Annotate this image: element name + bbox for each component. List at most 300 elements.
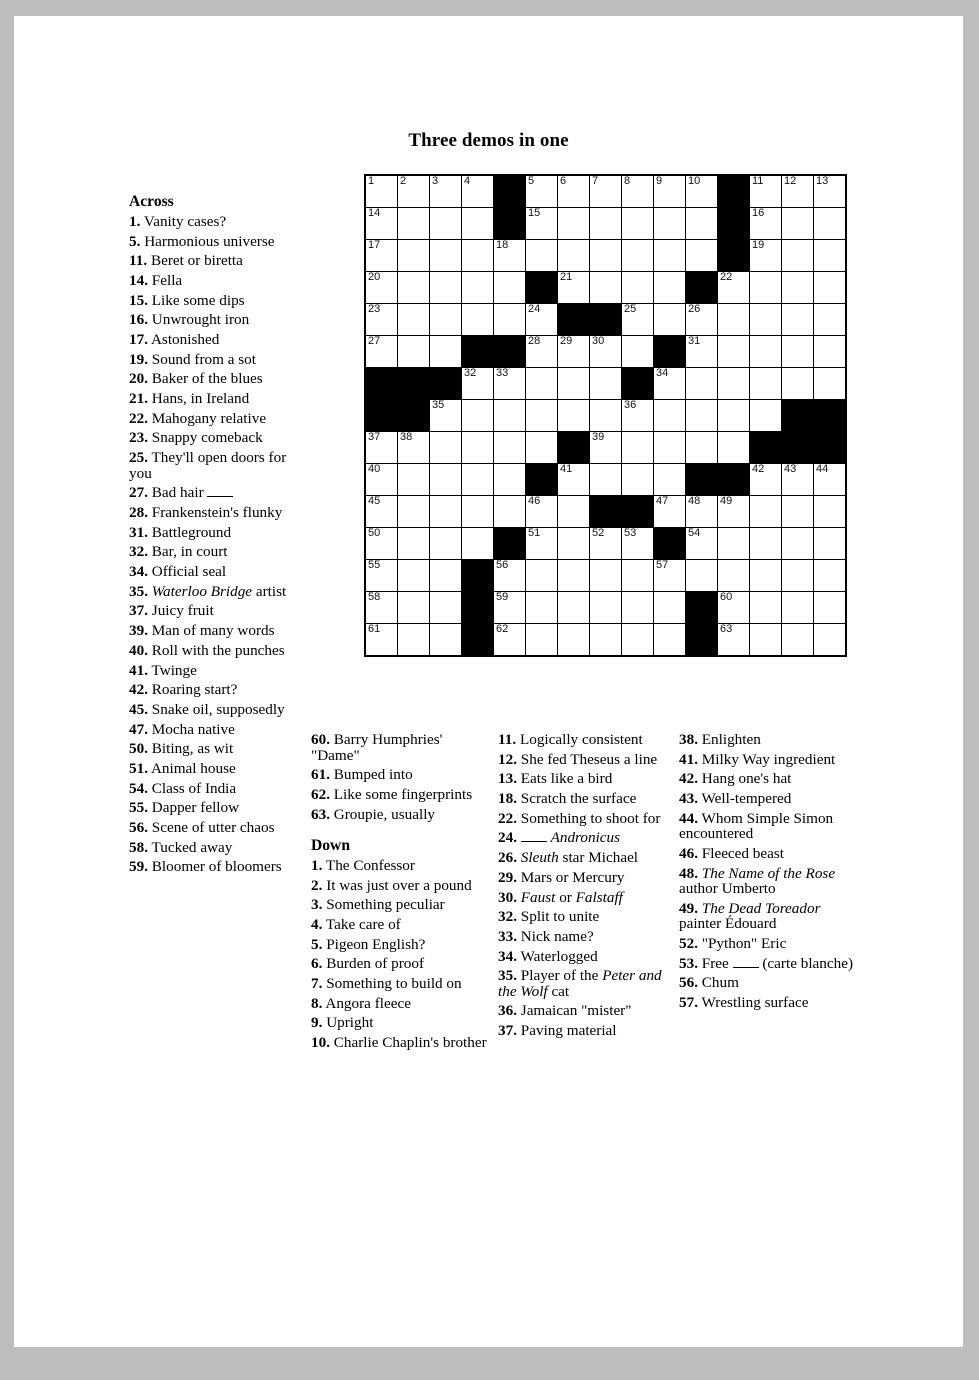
grid-cell[interactable]: [430, 304, 462, 336]
grid-cell[interactable]: [430, 496, 462, 528]
grid-cell[interactable]: [462, 272, 494, 304]
grid-cell[interactable]: [718, 592, 750, 624]
grid-cell[interactable]: [782, 464, 814, 496]
grid-cell[interactable]: [622, 624, 654, 657]
grid-cell[interactable]: [590, 592, 622, 624]
clue-number: 52.: [679, 935, 698, 952]
grid-cell[interactable]: [398, 592, 430, 624]
grid-cell[interactable]: [398, 464, 430, 496]
grid-cell[interactable]: [750, 208, 782, 240]
clue-text: The Dead Toreador painter Édouard: [679, 899, 821, 933]
grid-cell[interactable]: [686, 400, 718, 432]
grid-cell[interactable]: [686, 208, 718, 240]
clue-item: [679, 811, 864, 842]
grid-cell[interactable]: [814, 336, 847, 368]
grid-cell[interactable]: [718, 272, 750, 304]
crossword-grid[interactable]: [364, 174, 847, 657]
clue-item: [129, 332, 309, 348]
grid-cell[interactable]: [462, 432, 494, 464]
clue-number: 37.: [498, 1022, 517, 1040]
clue-item: [129, 781, 309, 797]
grid-cell[interactable]: [430, 208, 462, 240]
grid-row: [365, 272, 846, 304]
grid-cell[interactable]: [590, 624, 622, 657]
grid-cell[interactable]: [398, 336, 430, 368]
grid-cell-number: 58: [368, 591, 381, 603]
grid-cell[interactable]: [718, 624, 750, 657]
grid-cell[interactable]: [558, 368, 590, 400]
clue-number: 27.: [129, 484, 148, 502]
grid-cell[interactable]: [430, 272, 462, 304]
grid-cell[interactable]: [782, 272, 814, 304]
grid-cell[interactable]: [462, 400, 494, 432]
grid-cell[interactable]: [398, 208, 430, 240]
grid-cell[interactable]: [526, 400, 558, 432]
clue-number: 30.: [498, 888, 517, 906]
grid-cell[interactable]: [494, 400, 526, 432]
clue-number: 11.: [498, 731, 517, 748]
grid-cell[interactable]: [654, 304, 686, 336]
grid-cell[interactable]: [622, 272, 654, 304]
grid-cell[interactable]: [590, 400, 622, 432]
grid-cell[interactable]: [782, 304, 814, 336]
grid-cell[interactable]: [686, 175, 718, 208]
grid-cell[interactable]: [782, 336, 814, 368]
grid-cell[interactable]: [750, 592, 782, 624]
grid-cell[interactable]: [365, 208, 398, 240]
grid-cell[interactable]: [622, 528, 654, 560]
clue-item: [129, 450, 309, 481]
grid-cell[interactable]: [750, 240, 782, 272]
clue-number: 37.: [129, 602, 148, 620]
grid-cell[interactable]: [814, 240, 847, 272]
grid-cell[interactable]: [654, 592, 686, 624]
clue-text: Sound from a sot: [151, 350, 256, 368]
grid-cell[interactable]: [750, 175, 782, 208]
grid-cell[interactable]: [718, 304, 750, 336]
grid-cell[interactable]: [365, 592, 398, 624]
grid-cell[interactable]: [750, 400, 782, 432]
clue-text: Mocha native: [151, 720, 235, 738]
clue-item: [311, 807, 491, 823]
clue-text: Split to unite: [520, 908, 600, 926]
clue-number: 47.: [129, 720, 148, 738]
grid-cell[interactable]: [654, 496, 686, 528]
grid-cell[interactable]: [526, 175, 558, 208]
grid-cell[interactable]: [430, 592, 462, 624]
grid-cell-block: [782, 432, 814, 464]
grid-cell[interactable]: [526, 208, 558, 240]
grid-cell-number: 29: [560, 335, 573, 347]
grid-cell[interactable]: [654, 240, 686, 272]
grid-cell[interactable]: [365, 304, 398, 336]
grid-cell[interactable]: [686, 560, 718, 592]
grid-cell[interactable]: [718, 432, 750, 464]
grid-cell[interactable]: [558, 592, 590, 624]
grid-cell[interactable]: [750, 336, 782, 368]
grid-cell-block: [718, 464, 750, 496]
grid-cell[interactable]: [494, 272, 526, 304]
grid-cell[interactable]: [654, 624, 686, 657]
clue-item: [311, 996, 491, 1012]
clue-item: [129, 800, 309, 816]
clue-number: 34.: [498, 947, 517, 965]
clue-text: Hans, in Ireland: [151, 390, 250, 408]
grid-cell[interactable]: [558, 272, 590, 304]
grid-cell[interactable]: [750, 624, 782, 657]
grid-cell[interactable]: [718, 560, 750, 592]
grid-cell[interactable]: [686, 304, 718, 336]
grid-cell[interactable]: [494, 592, 526, 624]
grid-cell[interactable]: [365, 240, 398, 272]
grid-cell[interactable]: [365, 336, 398, 368]
grid-cell[interactable]: [750, 464, 782, 496]
grid-cell[interactable]: [686, 496, 718, 528]
grid-cell[interactable]: [398, 528, 430, 560]
clue-item: [129, 564, 309, 580]
grid-cell[interactable]: [590, 432, 622, 464]
clue-text: Roaring start?: [151, 681, 238, 699]
clue-number: 15.: [129, 291, 148, 309]
grid-cell[interactable]: [398, 624, 430, 657]
grid-cell[interactable]: [558, 175, 590, 208]
grid-cell[interactable]: [494, 560, 526, 592]
clue-item: [311, 732, 491, 763]
grid-row: [365, 240, 846, 272]
grid-cell[interactable]: [558, 336, 590, 368]
clue-item: [311, 1035, 491, 1051]
grid-cell[interactable]: [814, 175, 847, 208]
grid-cell[interactable]: [686, 368, 718, 400]
grid-cell[interactable]: [750, 272, 782, 304]
grid-cell[interactable]: [814, 528, 847, 560]
grid-cell[interactable]: [365, 272, 398, 304]
grid-cell-number: 63: [720, 623, 733, 635]
clue-item: [311, 1015, 491, 1031]
grid-cell-number: 52: [592, 527, 605, 539]
grid-cell[interactable]: [590, 272, 622, 304]
clue-item: [311, 787, 491, 803]
grid-cell[interactable]: [654, 464, 686, 496]
clue-text: Class of India: [151, 779, 237, 797]
grid-cell[interactable]: [430, 336, 462, 368]
grid-cell-block: [365, 400, 398, 432]
grid-cell[interactable]: [654, 400, 686, 432]
clue-item: [129, 214, 309, 230]
clue-text: They'll open doors for you: [129, 449, 287, 482]
clue-text: Mars or Mercury: [520, 868, 625, 886]
clue-number: 5.: [129, 232, 141, 250]
grid-cell[interactable]: [558, 240, 590, 272]
grid-cell[interactable]: [526, 304, 558, 336]
grid-cell[interactable]: [782, 496, 814, 528]
grid-cell-block: [494, 336, 526, 368]
grid-cell-block: [494, 175, 526, 208]
grid-cell[interactable]: [430, 528, 462, 560]
clue-item: [129, 584, 309, 600]
grid-cell-number: 49: [720, 495, 733, 507]
grid-cell[interactable]: [590, 240, 622, 272]
grid-cell-number: 24: [528, 303, 541, 315]
grid-cell[interactable]: [654, 208, 686, 240]
grid-cell[interactable]: [365, 560, 398, 592]
grid-cell[interactable]: [558, 624, 590, 657]
clue-text: Angora fleece: [325, 994, 411, 1012]
grid-cell[interactable]: [558, 464, 590, 496]
clue-text: Burden of proof: [326, 955, 425, 973]
clue-italic: Faust: [520, 888, 556, 906]
clue-text: Tucked away: [151, 838, 233, 856]
grid-cell[interactable]: [718, 400, 750, 432]
crossword-grid-table[interactable]: [364, 174, 847, 657]
grid-cell[interactable]: [622, 432, 654, 464]
grid-cell-number: 60: [720, 591, 733, 603]
grid-cell[interactable]: [782, 240, 814, 272]
down-clue-list-part1: [311, 858, 491, 1051]
grid-cell[interactable]: [814, 624, 847, 657]
grid-cell[interactable]: [718, 368, 750, 400]
grid-cell-block: [462, 592, 494, 624]
grid-cell[interactable]: [814, 560, 847, 592]
grid-cell[interactable]: [494, 304, 526, 336]
clue-item: [498, 830, 676, 846]
clue-number: 10.: [311, 1034, 330, 1052]
clue-number: 3.: [311, 896, 323, 914]
grid-cell-number: 20: [368, 271, 381, 283]
grid-cell[interactable]: [462, 528, 494, 560]
grid-cell-block: [686, 464, 718, 496]
clue-item: [679, 995, 864, 1011]
grid-cell[interactable]: [494, 464, 526, 496]
grid-cell[interactable]: [398, 240, 430, 272]
grid-cell[interactable]: [750, 560, 782, 592]
clue-text: Jamaican "mister": [520, 1002, 632, 1020]
grid-cell[interactable]: [782, 368, 814, 400]
grid-cell[interactable]: [622, 175, 654, 208]
grid-cell[interactable]: [462, 464, 494, 496]
grid-cell-number: 51: [528, 527, 541, 539]
grid-cell[interactable]: [814, 304, 847, 336]
grid-cell[interactable]: [526, 560, 558, 592]
grid-cell-number: 11: [752, 175, 764, 187]
clue-italic: Sleuth: [520, 849, 559, 867]
grid-cell[interactable]: [590, 368, 622, 400]
grid-cell[interactable]: [494, 624, 526, 657]
clue-number: 57.: [679, 994, 698, 1012]
grid-cell[interactable]: [622, 208, 654, 240]
clue-number: 49.: [679, 899, 698, 917]
grid-row: [365, 304, 846, 336]
grid-cell[interactable]: [398, 560, 430, 592]
clue-text: Charlie Chaplin's brother: [333, 1034, 487, 1052]
grid-cell[interactable]: [430, 560, 462, 592]
grid-cell[interactable]: [494, 496, 526, 528]
grid-cell[interactable]: [750, 304, 782, 336]
grid-cell[interactable]: [526, 592, 558, 624]
grid-cell-number: 42: [752, 463, 765, 475]
grid-cell[interactable]: [398, 304, 430, 336]
grid-cell[interactable]: [782, 560, 814, 592]
grid-cell[interactable]: [782, 592, 814, 624]
grid-cell[interactable]: [365, 624, 398, 657]
grid-cell[interactable]: [462, 240, 494, 272]
grid-cell[interactable]: [526, 240, 558, 272]
grid-cell[interactable]: [365, 496, 398, 528]
grid-cell[interactable]: [494, 368, 526, 400]
clue-item: [129, 525, 309, 541]
grid-cell[interactable]: [686, 432, 718, 464]
grid-cell[interactable]: [526, 368, 558, 400]
grid-cell[interactable]: [814, 208, 847, 240]
grid-cell[interactable]: [718, 528, 750, 560]
grid-cell[interactable]: [814, 464, 847, 496]
clue-item: [129, 722, 309, 738]
grid-cell-block: [526, 272, 558, 304]
grid-cell[interactable]: [622, 240, 654, 272]
clue-text: Bad hair: [152, 484, 234, 501]
grid-cell[interactable]: [365, 464, 398, 496]
grid-cell[interactable]: [654, 368, 686, 400]
clue-item: [129, 391, 309, 407]
grid-cell[interactable]: [430, 240, 462, 272]
clue-number: 34.: [129, 563, 148, 581]
clue-number: 60.: [311, 731, 330, 748]
grid-cell[interactable]: [398, 496, 430, 528]
grid-cell[interactable]: [622, 304, 654, 336]
grid-cell[interactable]: [622, 592, 654, 624]
clue-text: The Confessor: [325, 856, 415, 874]
clue-number: 16.: [129, 311, 148, 329]
grid-cell[interactable]: [814, 368, 847, 400]
grid-cell[interactable]: [622, 560, 654, 592]
grid-cell[interactable]: [718, 336, 750, 368]
grid-cell[interactable]: [558, 496, 590, 528]
clue-number: 7.: [311, 975, 323, 993]
clue-number: 22.: [498, 809, 517, 827]
grid-cell[interactable]: [686, 240, 718, 272]
grid-cell[interactable]: [622, 464, 654, 496]
grid-cell[interactable]: [526, 336, 558, 368]
grid-cell[interactable]: [558, 560, 590, 592]
grid-cell-number: 28: [528, 335, 541, 347]
clue-text: Fella: [151, 271, 183, 289]
grid-cell[interactable]: [590, 208, 622, 240]
clue-text: Snake oil, supposedly: [151, 700, 285, 718]
clue-number: 41.: [679, 750, 698, 768]
grid-cell[interactable]: [590, 175, 622, 208]
grid-cell[interactable]: [654, 175, 686, 208]
grid-cell[interactable]: [686, 528, 718, 560]
grid-cell[interactable]: [814, 496, 847, 528]
clue-item: [498, 732, 676, 748]
grid-cell-number: 2: [400, 175, 407, 187]
clue-number: 1.: [129, 212, 141, 230]
grid-cell[interactable]: [622, 336, 654, 368]
grid-cell[interactable]: [494, 240, 526, 272]
grid-cell[interactable]: [365, 432, 398, 464]
grid-cell[interactable]: [654, 560, 686, 592]
grid-cell[interactable]: [462, 368, 494, 400]
grid-cell[interactable]: [462, 304, 494, 336]
across-clue-list-part1: [129, 214, 309, 875]
grid-cell[interactable]: [814, 592, 847, 624]
grid-cell[interactable]: [654, 272, 686, 304]
grid-cell-number: 23: [368, 303, 381, 315]
grid-cell-number: 1: [368, 175, 375, 187]
clue-number: 39.: [129, 622, 148, 640]
grid-cell[interactable]: [590, 464, 622, 496]
grid-cell[interactable]: [526, 432, 558, 464]
grid-cell[interactable]: [590, 528, 622, 560]
grid-cell[interactable]: [782, 624, 814, 657]
grid-cell[interactable]: [398, 432, 430, 464]
grid-cell-number: 17: [368, 239, 381, 251]
grid-cell[interactable]: [462, 208, 494, 240]
grid-cell[interactable]: [398, 175, 430, 208]
clue-item: [679, 732, 864, 748]
clue-text: Something peculiar: [326, 896, 445, 914]
grid-cell[interactable]: [814, 272, 847, 304]
clue-number: 24.: [498, 829, 517, 847]
clue-number: 43.: [679, 790, 698, 808]
grid-cell[interactable]: [782, 175, 814, 208]
grid-cell[interactable]: [494, 432, 526, 464]
grid-cell[interactable]: [782, 208, 814, 240]
grid-cell[interactable]: [590, 560, 622, 592]
grid-cell[interactable]: [430, 432, 462, 464]
grid-cell[interactable]: [430, 400, 462, 432]
grid-cell-number: 61: [368, 623, 381, 635]
grid-cell[interactable]: [526, 624, 558, 657]
grid-row: [365, 368, 846, 400]
clue-text: Wrestling surface: [701, 994, 809, 1012]
grid-cell[interactable]: [398, 272, 430, 304]
grid-cell[interactable]: [462, 175, 494, 208]
clue-number: 23.: [129, 429, 148, 447]
grid-cell[interactable]: [526, 528, 558, 560]
clue-number: 17.: [129, 331, 148, 349]
grid-cell-block: [686, 272, 718, 304]
grid-cell[interactable]: [782, 528, 814, 560]
clue-number: 50.: [129, 740, 148, 758]
grid-cell[interactable]: [430, 624, 462, 657]
grid-cell[interactable]: [750, 368, 782, 400]
grid-cell[interactable]: [558, 400, 590, 432]
grid-cell[interactable]: [622, 400, 654, 432]
grid-cell[interactable]: [430, 175, 462, 208]
grid-cell[interactable]: [462, 496, 494, 528]
grid-cell[interactable]: [365, 528, 398, 560]
grid-cell[interactable]: [430, 464, 462, 496]
clue-item: [498, 1003, 676, 1019]
clue-item: [129, 840, 309, 856]
clue-text: Upright: [326, 1014, 374, 1032]
grid-cell-block: [398, 400, 430, 432]
grid-cell[interactable]: [590, 336, 622, 368]
grid-cell[interactable]: [526, 496, 558, 528]
grid-cell[interactable]: [654, 432, 686, 464]
grid-cell[interactable]: [558, 528, 590, 560]
grid-row: [365, 336, 846, 368]
grid-cell[interactable]: [365, 175, 398, 208]
grid-cell[interactable]: [686, 336, 718, 368]
clue-number: 31.: [129, 523, 148, 541]
grid-cell[interactable]: [558, 208, 590, 240]
clue-number: 56.: [129, 819, 148, 837]
grid-cell[interactable]: [750, 528, 782, 560]
grid-cell[interactable]: [750, 496, 782, 528]
grid-cell[interactable]: [718, 496, 750, 528]
